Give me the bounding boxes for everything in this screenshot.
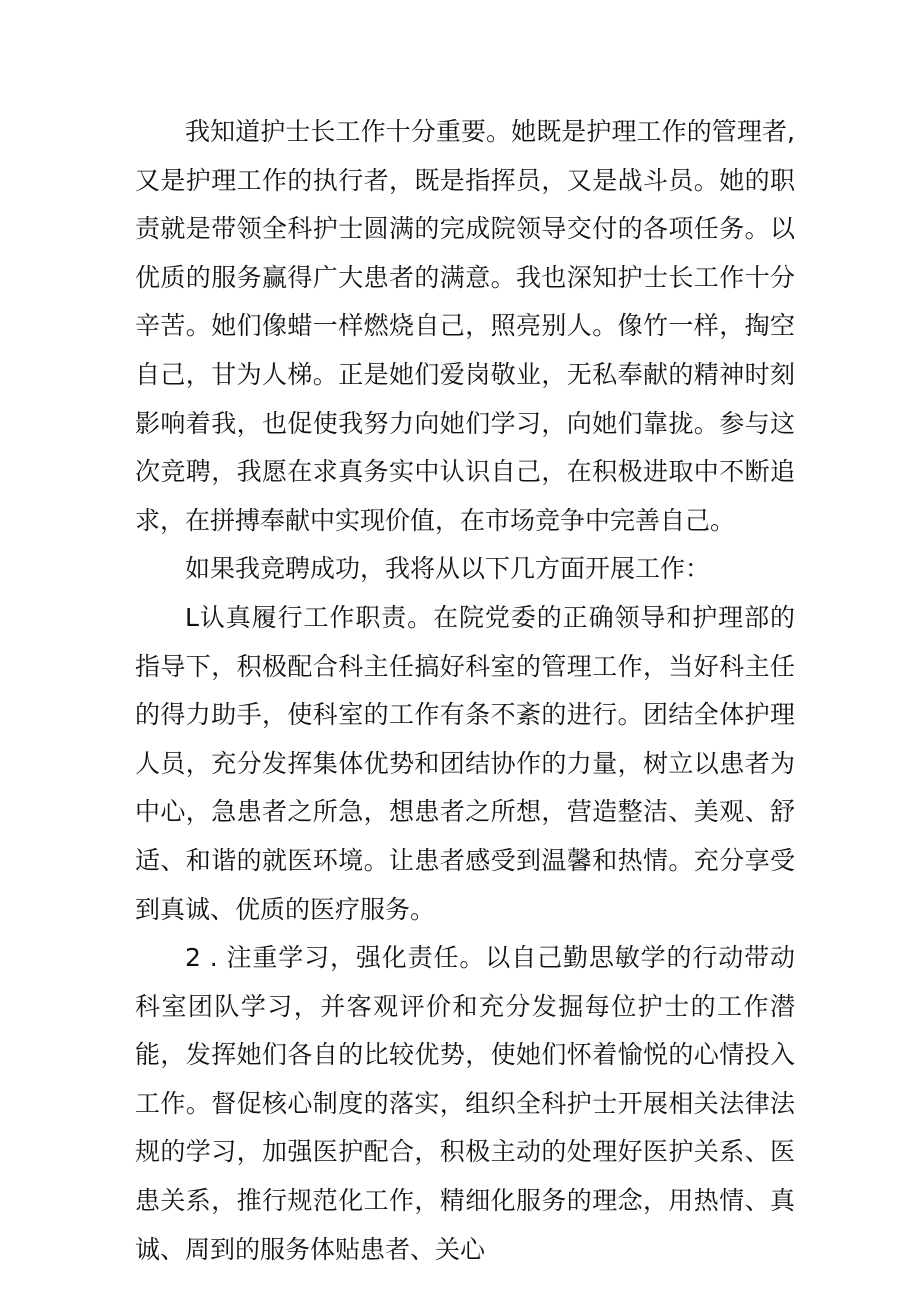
document-body <box>135 108 795 1274</box>
paragraph-motivation: 我知道护士长工作十分重要。她既是护理工作的管理者,又是护理工作的执行者，既是指挥员，又是战斗员。她的职责就是带领全科护士圆满的完成院领导交付的各项任务。以优质的服务赢得广大患者的满意。我也深知护士长工作十分辛苦。她们像蜡一样燃烧自己，照亮别人。像竹一样，掏空自己，甘为人梯。正是她们爱岗敬业，无私奉献的精神时刻影响着我，也促使我努力向她们学习，向她们靠拢。参与这次竞聘，我愿在求真务实中认识自己，在积极进取中不断追求，在拼搏奉献中实现价值，在市场竞争中完善自己。 <box>135 117 795 535</box>
paragraph-item-1: L认真履行工作职责。在院党委的正确领导和护理部的指导下，积极配合科主任搞好科室的管理工作，当好科主任的得力助手，使科室的工作有条不紊的进行。团结全体护理人员，充分发挥集体优势和团结协作的力量，树立以患者为中心，急患者之所急，想患者之所想，营造整洁、美观、舒适、和谐的就医环境。让患者感受到温馨和热情。充分享受到真诚、优质的医疗服务。 <box>135 602 795 924</box>
paragraph-plan-intro: 如果我竞聘成功，我将从以下几方面开展工作： <box>185 554 711 584</box>
paragraph-item-2: 2 . 注重学习，强化责任。以自己勤思敏学的行动带动科室团队学习，并客观评价和充分发掘每位护士的工作潜能，发挥她们各自的比较优势，使她们怀着愉悦的心情投入工作。督促核心制度的落实，组织全科护士开展相关法律法规的学习，加强医护配合，积极主动的处理好医护关系、医患关系，推行规范化工作，精细化服务的理念，用热情、真诚、周到的服务体贴患者、关心 <box>135 943 795 1264</box>
